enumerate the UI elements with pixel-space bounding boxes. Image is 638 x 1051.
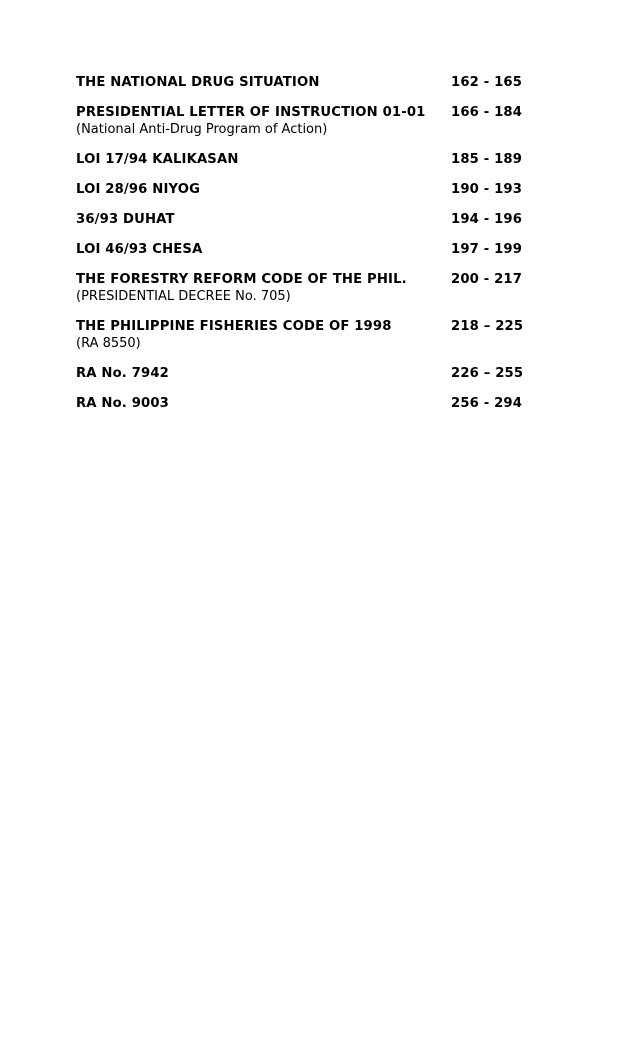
toc-entry-pages: 200 - 217 [451, 272, 523, 287]
toc-entry [76, 104, 546, 138]
toc-entry-title: RA No. 7942 [76, 366, 170, 381]
toc-entry-subtitle: (National Anti-Drug Program of Action) [76, 122, 328, 137]
toc-entry-title: LOI 46/93 CHESA [76, 242, 203, 257]
toc-entry-pages: 256 - 294 [451, 396, 523, 411]
toc-entry-pages: 226 – 255 [451, 366, 524, 381]
toc-entry-title: 36/93 DUHAT [76, 212, 175, 227]
toc-entry-pages: 166 - 184 [451, 105, 523, 120]
toc-entry-text [76, 151, 451, 168]
toc-entry-title: LOI 28/96 NIYOG [76, 182, 201, 197]
toc-entry-subtitle: (PRESIDENTIAL DECREE No. 705) [76, 289, 291, 304]
toc-entry-text [76, 181, 451, 198]
toc-entry-pages: 218 – 225 [451, 319, 524, 334]
toc-entry-pages: 194 - 196 [451, 212, 523, 227]
toc-entry [76, 241, 546, 258]
toc-entry-title: THE PHILIPPINE FISHERIES CODE OF 1998 [76, 319, 392, 334]
toc-entry-title: THE FORESTRY REFORM CODE OF THE PHIL. [76, 272, 407, 287]
toc-entry [76, 365, 546, 382]
toc-entry-pages: 162 - 165 [451, 75, 523, 90]
toc-entry [76, 395, 546, 412]
toc-entry-pages: 197 - 199 [451, 242, 523, 257]
toc-entry [76, 74, 546, 91]
toc-entry-pages: 190 - 193 [451, 182, 523, 197]
toc-entry-text [76, 271, 451, 305]
toc-entry-title: PRESIDENTIAL LETTER OF INSTRUCTION 01-01 [76, 105, 426, 120]
toc-entry-title: LOI 17/94 KALIKASAN [76, 152, 239, 167]
toc-entry-text [76, 395, 451, 412]
toc-entry-text [76, 241, 451, 258]
toc-entry-subtitle: (RA 8550) [76, 336, 141, 351]
toc-entry-pages: 185 - 189 [451, 152, 523, 167]
toc-entry-text [76, 318, 451, 352]
toc-entry [76, 181, 546, 198]
toc-entry [76, 211, 546, 228]
toc-entry [76, 318, 546, 352]
toc-entry-text [76, 74, 451, 91]
toc-entry-text [76, 104, 451, 138]
toc-entry-title: THE NATIONAL DRUG SITUATION [76, 75, 320, 90]
toc-entry-text [76, 211, 451, 228]
toc-entry-title: RA No. 9003 [76, 396, 170, 411]
toc-entry [76, 151, 546, 168]
table-of-contents [76, 74, 546, 425]
toc-entry-text [76, 365, 451, 382]
toc-entry [76, 271, 546, 305]
